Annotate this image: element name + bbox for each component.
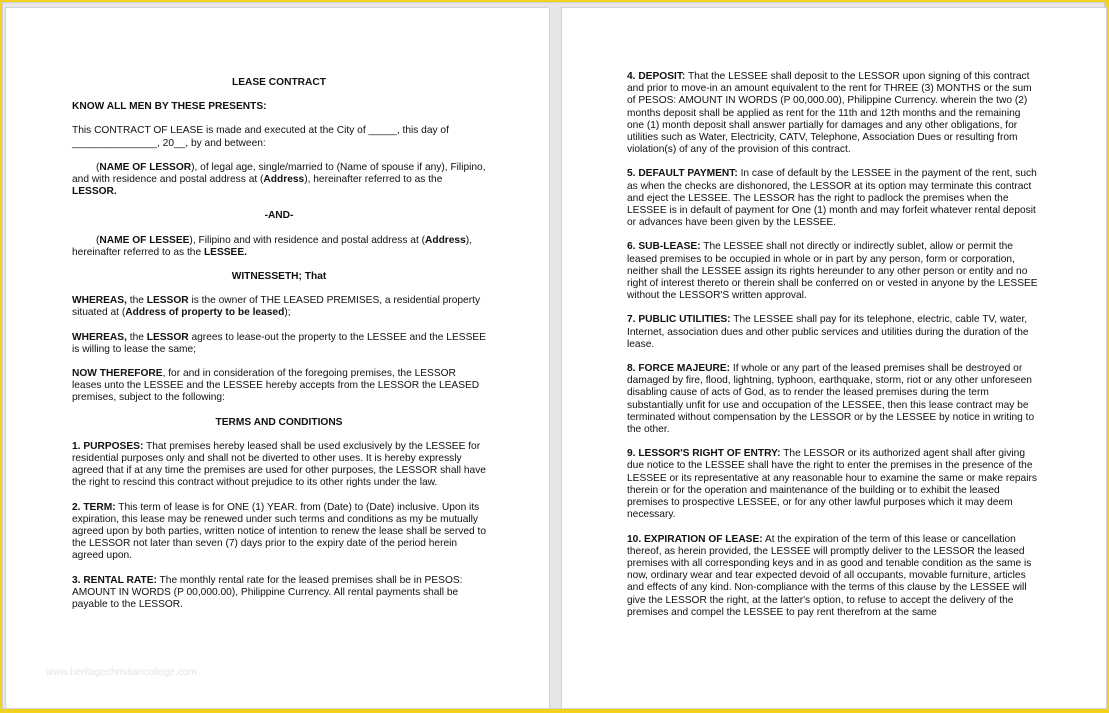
know-all-heading: KNOW ALL MEN BY THESE PRESENTS: [72,101,267,113]
whereas-agree-paragraph: WHEREAS, the LESSOR agrees to lease-out the property to the LESSEE and the LESSEE is willing to lease the same; [72,331,486,355]
lessor-paragraph: (NAME OF LESSOR), of legal age, single/married to (Name of spouse if any), Filipino, and with residence and postal address at (Address), hereinafter referred to as the LESSOR. [72,161,486,198]
watermark-text: www.heritagechristiancollege.com [46,667,197,678]
section-default-payment: 5. DEFAULT PAYMENT: In case of default by the LESSEE in the payment of the rent, such as when the checks are dishonored, the LESSOR at its option may terminate this contract and eject the LESSEE. The LESSOR has the right to padlock the premises when the LESSEE is in default of payment for One (1) month and may forfeit whatever rental deposit or advances have been given by the LESSEE. [627,168,1037,229]
lessee-paragraph: (NAME OF LESSEE), Filipino and with residence and postal address at (Address), hereinafter referred to as the LESSEE. [72,234,472,258]
whereas-owner-paragraph: WHEREAS, the LESSOR is the owner of THE LEASED PREMISES, a residential property situated at (Address of property to be leased); [72,295,481,319]
section-sub-lease: 6. SUB-LEASE: The LESSEE shall not directly or indirectly sublet, allow or permit the leased premises to be occupied in whole or in part by any person, form or corporation, neither shall the LESSEE assign its rights hereunder to any other person or entity and no right of interest thereto or therein shall be conferred on or vested in anyone by the LESSEE without the LESSOR'S written approval. [627,241,1038,302]
section-rental-rate: 3. RENTAL RATE: The monthly rental rate for the leased premises shall be in PESOS: AMOUNT IN WORDS (P 00,000.00), Philippine Currency. All rental payments shall be payable to the LESSOR. [72,574,463,611]
document-page-1 [5,7,550,709]
section-purposes: 1. PURPOSES: That premises hereby leased shall be used exclusively by the LESSEE for residential purposes only and shall not be diverted to other uses. It is hereby expressly agreed that if at any time the premises are used for other purposes, the LESSOR shall have the right to rescind this contract without prejudice to its other rights under the law. [72,440,486,489]
page-1-content [72,77,486,623]
section-term: 2. TERM: This term of lease is for ONE (1) YEAR. from (Date) to (Date) inclusive. Upon its expiration, this lease may be renewed under such terms and conditions as my be mutually agreed upon by both parties, written notice of intention to renew the lease shall be served to the LESSOR not later than seven (7) days prior to the expiry date of the period herein agreed upon. [72,501,486,562]
section-right-of-entry: 9. LESSOR'S RIGHT OF ENTRY: The LESSOR or its authorized agent shall after giving due notice to the LESSEE shall have the right to enter the premises in the presence of the LESSEE or its representative at any reasonable hour to examine the same or make repairs therein or for the operation and maintenance of the building or to exhibit the leased premises to prospective LESSEE, or for any other lawful purposes which it may deem necessary. [627,448,1037,521]
section-deposit: 4. DEPOSIT: That the LESSEE shall deposit to the LESSOR upon signing of this contract and prior to move-in an amount equivalent to the rent for THREE (3) MONTHS or the sum of PESOS: AMOUNT IN WORDS (P 00,000.00), Philippine Currency. wherein the two (2) months deposit shall be applied as rent for the 11th and 12th months and the remaining one (1) month deposit shall answer partially for damages and any other obligations, for utilities such as Water, Electricity, CATV, Telephone, Association Dues or resulting from violation(s) of any of the provision of this contract. [627,71,1032,156]
document-page-2 [561,7,1107,709]
section-force-majeure: 8. FORCE MAJEURE: If whole or any part of the leased premises shall be destroyed or damaged by fire, flood, lightning, typhoon, earthquake, storm, riot or any other unforeseen disabling cause of acts of God, as to render the leased premises during the term substantially unfit for use and occupation of the LESSEE, then this lease contract may be terminated without compensation by the LESSOR or by the LESSEE by notice in writing to the other. [627,363,1035,436]
document-viewer [2,2,1105,709]
witnesseth-heading: WITNESSETH; That [231,271,327,283]
and-separator: -AND- [264,210,294,222]
intro-paragraph: This CONTRACT OF LEASE is made and executed at the City of _____, this day of _______________, 20__, by and between: [72,125,449,149]
page-2-content [627,71,1040,631]
section-expiration: 10. EXPIRATION OF LEASE: At the expiration of the term of this lease or cancellation thereof, as herein provided, the LESSEE will promptly deliver to the LESSOR the leased premises with all corresponding keys and in as good and tenable condition as the same is now, ordinary wear and tear expected devoid of all occupants, movable furniture, articles and effects of any kind. Non-compliance with the terms of this clause by the LESSEE will give the LESSOR the right, at the latter's option, to refuse to accept the delivery of the premises and compel the LESSEE to pay rent therefrom at the same [627,533,1032,618]
section-public-utilities: 7. PUBLIC UTILITIES: The LESSEE shall pay for its telephone, electric, cable TV, water, Internet, association dues and other public services and utilities during the duration of the lease. [627,314,1029,350]
document-title: LEASE CONTRACT [232,77,326,88]
now-therefore-paragraph: NOW THEREFORE, for and in consideration of the foregoing premises, the LESSOR leases unto the LESSEE and the LESSEE hereby accepts from the LESSOR the LEASED premises, subject to the following: [72,368,480,404]
terms-heading: TERMS AND CONDITIONS [215,416,343,428]
